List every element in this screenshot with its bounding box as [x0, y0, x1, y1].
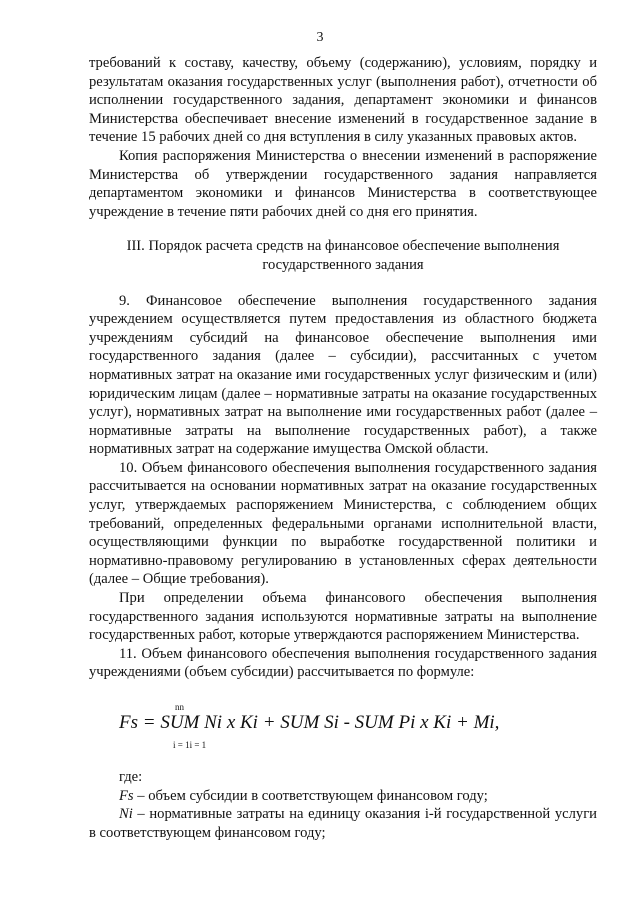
definition-symbol: Ni	[119, 806, 133, 823]
paragraph-item-10: 10. Объем финансового обеспечения выполнения государственного задания рассчитывается на основании нормативных затрат на оказание государственных услуг, утверждаемых распоряжением Министерства, с соблюдением общих требований, определенных федеральными органами исполнительной власти, осуществляющими функции по выработке государственной политики и нормативно-правовому регулированию в установленных сферах деятельности (далее – Общие требования).	[89, 459, 597, 588]
paragraph-copy-order: Копия распоряжения Министерства о внесении изменений в распоряжение Министерства об утверждении государственного задания направляется департаментом экономики и финансов Министерства в соответствующее учреждение в течение пяти рабочих дней со дня его принятия.	[89, 147, 597, 220]
definition-text: – нормативные затраты на единицу оказания i-й государственной услуги в соответствующем финансовом году;	[89, 806, 597, 841]
definition-text: – объем субсидии в соответствующем финансовом году;	[133, 787, 488, 804]
definition-symbol: Fs	[119, 787, 134, 804]
paragraph-item-11: 11. Объем финансового обеспечения выполнения государственного задания учреждениями (объем субсидии) рассчитывается по формуле:	[89, 645, 597, 681]
document-body	[89, 54, 597, 842]
subsidy-formula	[119, 696, 597, 750]
formula-upper-index: nn	[175, 702, 184, 712]
where-label: где:	[119, 769, 143, 785]
definition-fs	[89, 787, 597, 806]
paragraph-works-norms: При определении объема финансового обеспечения выполнения государственного задания используются нормативные затраты на выполнение государственных работ, которые утверждаются распоряжением Министерства.	[89, 590, 597, 644]
definition-ni	[89, 805, 597, 842]
paragraph-continuation: требований к составу, качеству, объему (содержанию), условиям, порядку и результатам оказания государственных услуг (выполнения работ), отчетности об исполнении государственного задания, департамент экономики и финансов Министерства обеспечивает внесение изменений в государственное задание в течение 15 рабочих дней со дня вступления в силу указанных правовых актов.	[89, 55, 597, 146]
formula-lower-index: i = 1i = 1	[173, 740, 207, 750]
section-heading: III. Порядок расчета средств на финансовое обеспечение выполнения государственного задания	[126, 238, 560, 273]
formula-expression: Fs = SUM Ni x Ki + SUM Si - SUM Pi x Ki + Mi,	[119, 712, 500, 733]
page-number: 3	[316, 30, 324, 45]
paragraph-item-9: 9. Финансовое обеспечение выполнения государственного задания учреждением осуществляется путем предоставления из областного бюджета учреждениям субсидий на финансовое обеспечение выполнения ими государственного задания (далее – субсидии), рассчитанных с учетом нормативных затрат на оказание ими государственных услуг физическим и (или) юридическим лицам (далее – нормативные затраты на оказание государственных услуг), нормативных затрат на выполнение ими государственных работ (далее – нормативные затраты на выполнение государственных работ), а также нормативных затрат на содержание имущества Омской области.	[89, 292, 597, 458]
